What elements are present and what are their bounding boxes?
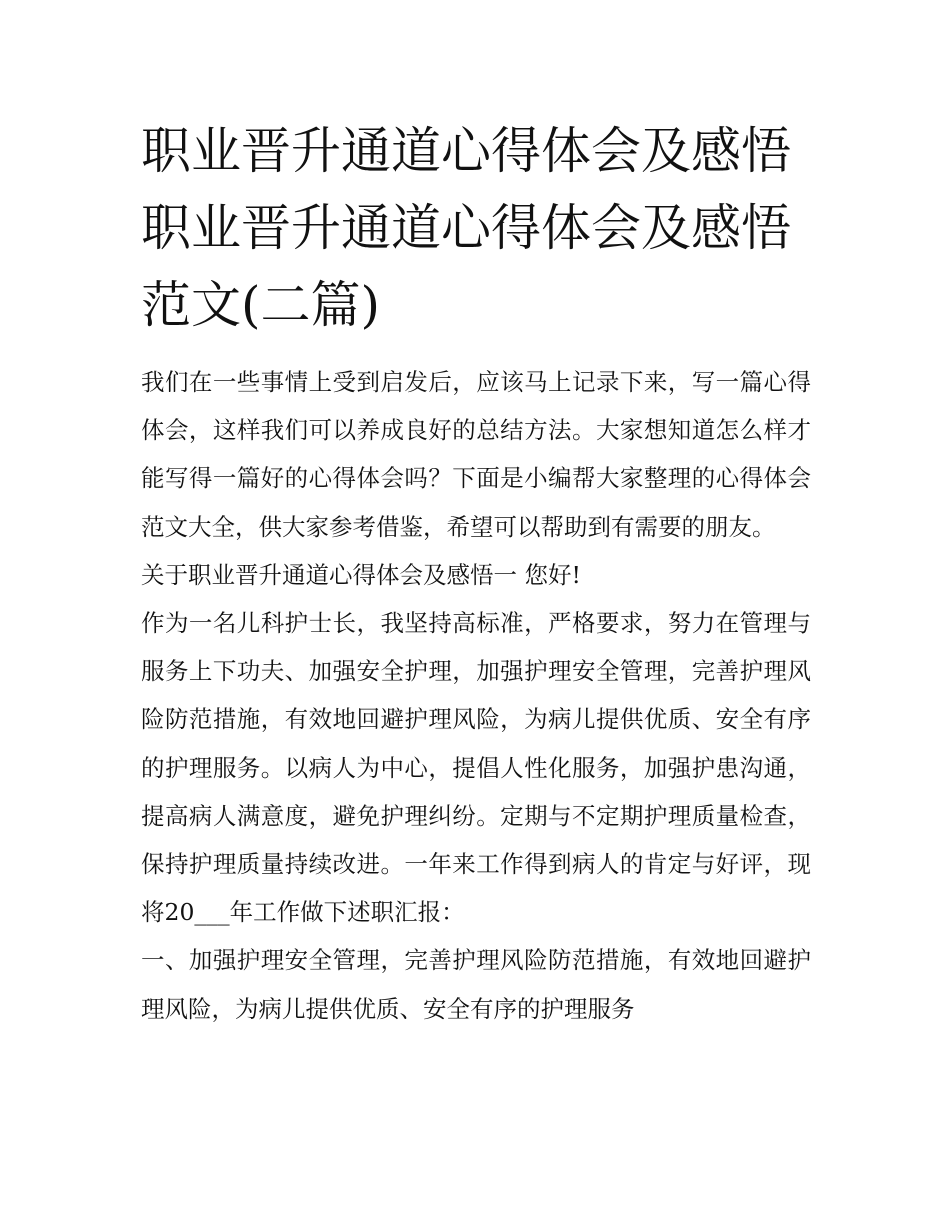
document-title bbox=[141, 113, 811, 344]
title-line-1: 职业晋升通道心得体会及感悟 bbox=[141, 122, 791, 180]
intro-paragraph: 我们在一些事情上受到启发后，应该马上记录下来，写一篇心得体会，这样我们可以养成良好的总结方法。大家想知道怎么样才能写得一篇好的心得体会吗？下面是小编帮大家整理的心得体会范文大全，供大家参考借鉴，希望可以帮助到有需要的朋友。 bbox=[141, 368, 811, 541]
report-paragraph: 作为一名儿科护士长，我坚持高标准，严格要求，努力在管理与服务上下功夫、加强安全护理，加强护理安全管理，完善护理风险防范措施，有效地回避护理风险，为病儿提供优质、安全有序的护理服务。以病人为中心，提倡人性化服务，加强护患沟通，提高病人满意度，避免护理纠纷。定期与不定期护理质量检查，保持护理质量持续改进。一年来工作得到病人的肯定与好评，现将20___年工作做下述职汇报： bbox=[141, 609, 811, 927]
document-body bbox=[141, 358, 811, 1033]
title-line-3: 范文(二篇) bbox=[141, 276, 381, 334]
title-line-2: 职业晋升通道心得体会及感悟 bbox=[141, 199, 791, 257]
section-one-paragraph: 一、加强护理安全管理，完善护理风险防范措施，有效地回避护理风险，为病儿提供优质、安全有序的护理服务 bbox=[141, 946, 811, 1023]
document-content bbox=[141, 113, 811, 1033]
section-heading-paragraph: 关于职业晋升通道心得体会及感悟一 您好! bbox=[141, 560, 581, 589]
